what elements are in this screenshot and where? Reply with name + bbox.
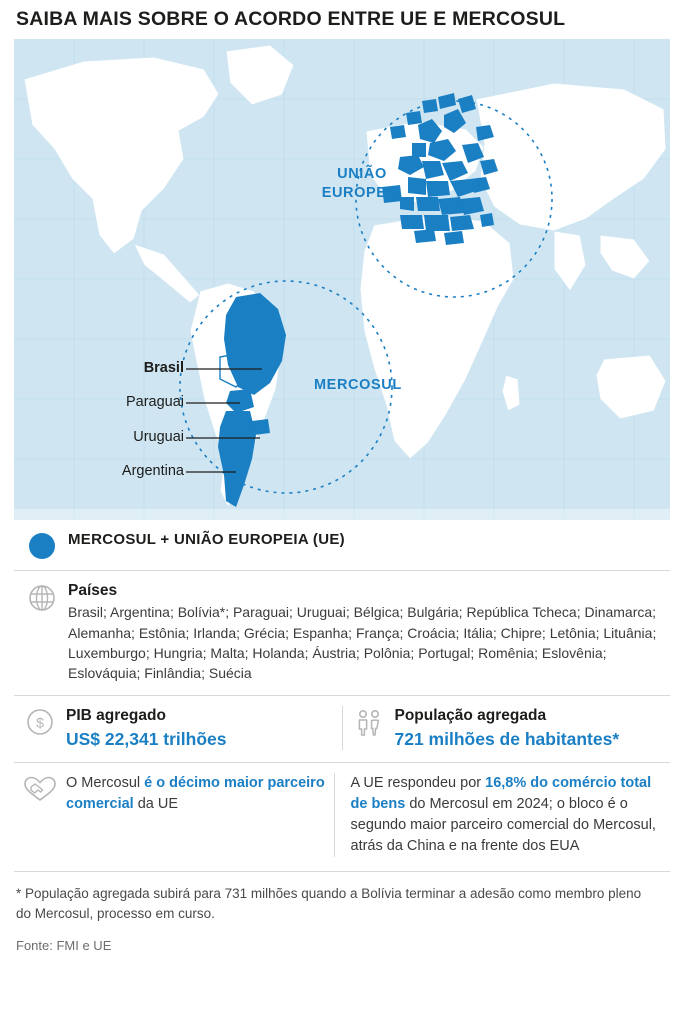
info-left-part2: da UE: [133, 795, 179, 812]
eu-label-line2: EUROPEIA: [321, 184, 403, 201]
stat-populacao: [342, 706, 671, 750]
page-title: SAIBA MAIS SOBRE O ACORDO ENTRE UE E MERCOSUL: [16, 8, 566, 30]
countries-heading: Países: [68, 582, 118, 600]
legend-label: MERCOSUL + UNIÃO EUROPEIA (UE): [68, 531, 345, 549]
handshake-heart-icon: [23, 775, 57, 803]
info-right-highlight: 16,8% do comércio total de bens: [350, 774, 652, 812]
people-icon: [354, 708, 384, 736]
map-label-uniao-europeia: [302, 165, 422, 201]
world-map: [14, 39, 670, 520]
map-country-label-argentina: Argentina: [121, 463, 184, 480]
map-country-label-brasil: Brasil: [143, 360, 184, 377]
pib-icon-col: [14, 706, 66, 736]
filled-circle-icon: [29, 533, 55, 559]
pib-value: US$ 22,341 trilhões: [66, 728, 227, 749]
eu-label-line1: UNIÃO: [337, 166, 387, 183]
source-label: Fonte: FMI e UE: [16, 938, 112, 954]
svg-text:$: $: [36, 714, 44, 731]
populacao-label: População agregada: [394, 706, 547, 724]
stats-row: [14, 696, 670, 762]
countries-row: [14, 571, 670, 694]
globe-icon: [28, 584, 56, 612]
info-right: [334, 773, 671, 857]
legend-icon-col: [16, 531, 68, 559]
info-icon-col: [14, 773, 66, 803]
populacao-value: 721 milhões de habitantes*: [394, 728, 620, 749]
info-right-part2: do Mercosul em 2024; o bloco é o segundo maior parceiro comercial do Mercosul, atrás da China e na frente dos EUA: [350, 795, 656, 854]
stat-pib: [14, 706, 342, 750]
populacao-icon-col: [343, 706, 395, 736]
info-right-part1: A UE respondeu por: [350, 774, 486, 791]
info-left: [14, 773, 334, 857]
pib-label: PIB agregado: [66, 706, 166, 724]
map-country-label-paraguai: Paraguai: [125, 394, 184, 411]
countries-list: Brasil; Argentina; Bolívia*; Paraguai; Uruguai; Bélgica; Bulgária; República Tcheca; Dinamarca; Alemanha; Estônia; Irlanda; Grécia; Espanha; França; Croácia; Itália; Chipre; Letônia; Lituânia; Luxemburgo; Hungria; Malta; Holanda; Áustria; Polônia; Portugal; Romênia; Eslovênia; Eslováquia; Finlândia; Suécia: [68, 604, 657, 682]
dollar-coin-icon: [26, 708, 54, 736]
info-left-part1: O Mercosul: [66, 774, 145, 791]
legend-row: [14, 520, 670, 570]
info-left-text: [66, 773, 334, 815]
info-left-highlight: é o décimo maior parceiro comercial: [66, 774, 325, 812]
info-row: [14, 763, 670, 871]
info-right-text: [351, 773, 671, 857]
countries-icon-col: [16, 582, 68, 612]
map-graphic: [14, 39, 670, 520]
footnote: * População agregada subirá para 731 milhões quando a Bolívia terminar a adesão como membro pleno do Mercosul, processo em curso.: [16, 885, 642, 921]
map-country-label-uruguai: Uruguai: [133, 429, 184, 446]
map-label-mercosul: MERCOSUL: [314, 377, 402, 394]
